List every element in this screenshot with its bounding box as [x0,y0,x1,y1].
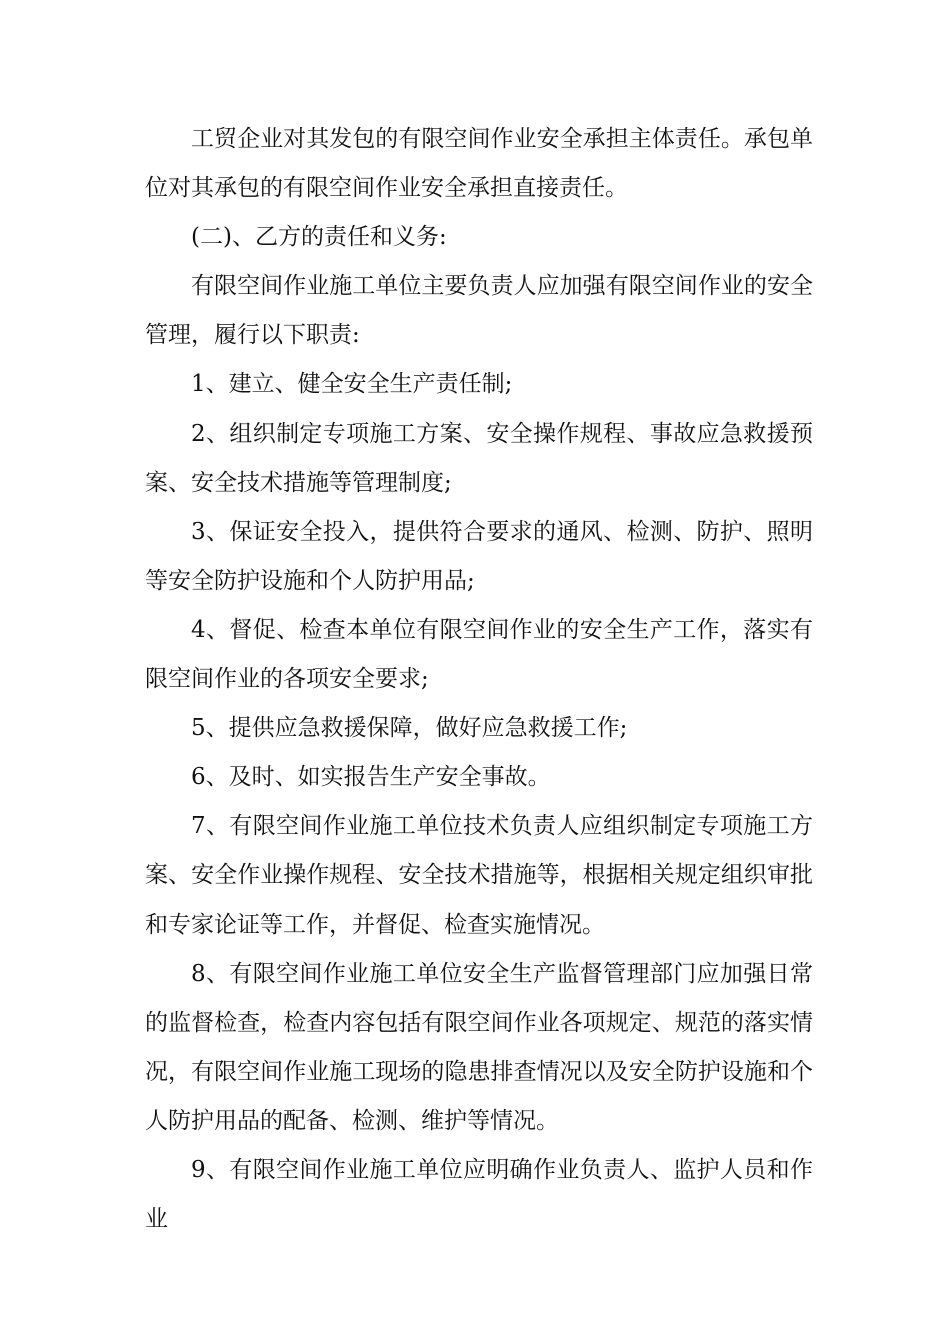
list-item-2: 2、组织制定专项施工方案、安全操作规程、事故应急救援预案、安全技术措施等管理制度; [145,420,813,496]
document-body [145,115,813,1244]
list-item-3: 3、保证安全投入，提供符合要求的通风、检测、防护、照明等安全防护设施和个人防护用品; [145,518,813,594]
list-item-8: 8、有限空间作业施工单位安全生产监督管理部门应加强日常的监督检查，检查内容包括有限空间作业各项规定、规范的落实情况，有限空间作业施工现场的隐患排查情况以及安全防护设施和个人防护用品的配备、检测、维护等情况。 [145,960,813,1134]
list-item-6: 6、及时、如实报告生产安全事故。 [191,764,551,791]
paragraph-principal-duties: 有限空间作业施工单位主要负责人应加强有限空间作业的安全管理，履行以下职责: [145,273,813,349]
list-item-5: 5、提供应急救援保障，做好应急救援工作; [191,715,628,742]
list-item-9: 9、有限空间作业施工单位应明确作业负责人、监护人员和作业 [145,1156,813,1233]
list-item-1: 1、建立、健全安全生产责任制; [191,371,513,398]
section-heading-party-b: (二)、乙方的责任和义务: [191,224,447,251]
paragraph-responsibility-statement: 工贸企业对其发包的有限空间作业安全承担主体责任。承包单位对其承包的有限空间作业安全承担直接责任。 [145,126,813,202]
list-item-7: 7、有限空间作业施工单位技术负责人应组织制定专项施工方案、安全作业操作规程、安全技术措施等，根据相关规定组织审批和专家论证等工作，并督促、检查实施情况。 [145,813,813,938]
list-item-4: 4、督促、检查本单位有限空间作业的安全生产工作，落实有限空间作业的各项安全要求; [145,616,813,693]
